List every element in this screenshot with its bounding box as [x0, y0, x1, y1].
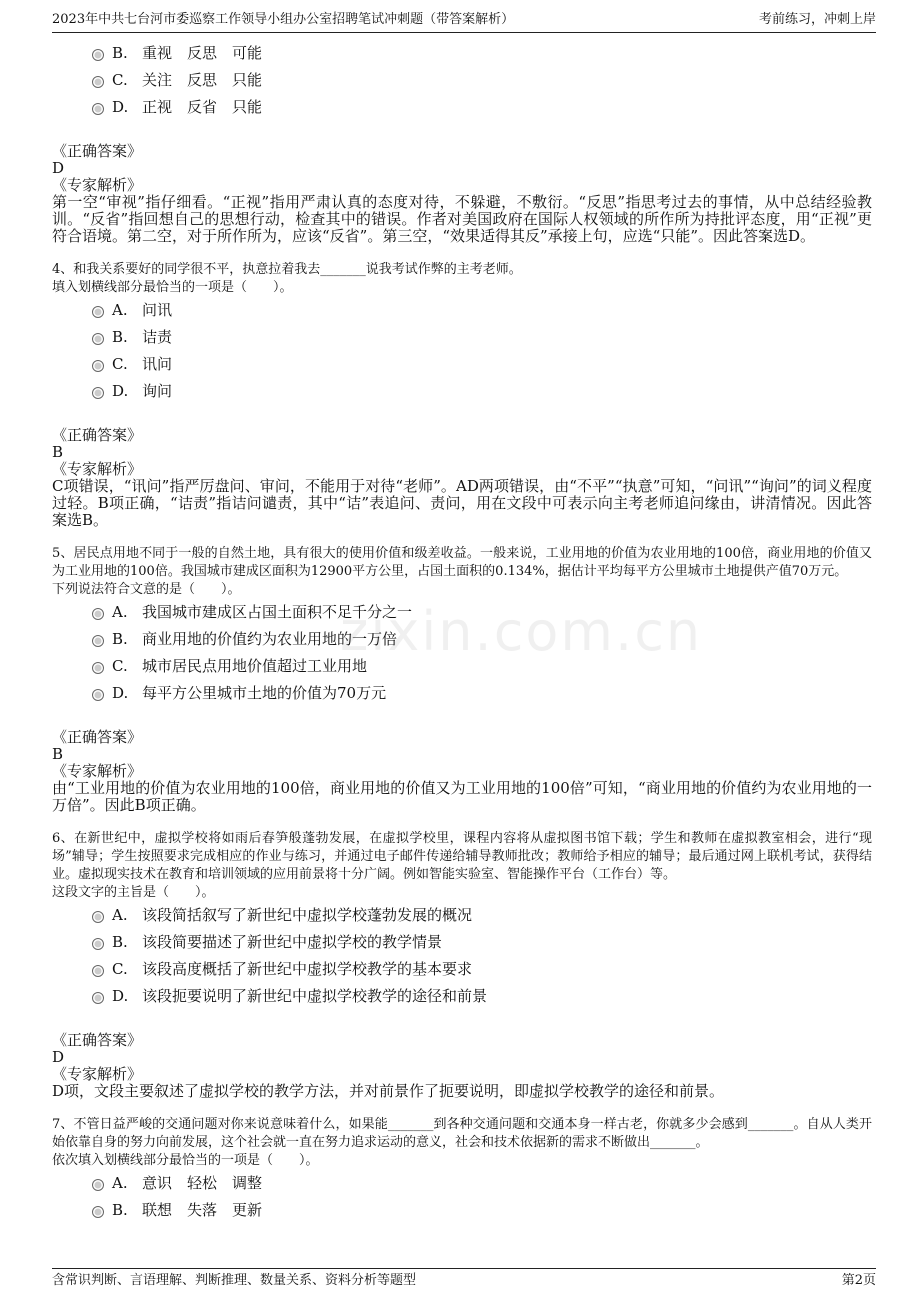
- q5-stem: 5、居民点用地不同于一般的自然土地，具有很大的使用价值和级差收益。一般来说，工业用地的价值为农业用地的100倍，商业用地的价值又为工业用地的100倍。我国城市建成区面积为12900平方公里，占国土面积的0.134%，据估计平均每平方公里城市土地提供产值70万元。: [52, 546, 872, 579]
- q6-explanation: D项，文段主要叙述了虚拟学校的教学方法，并对前景作了扼要说明，即虚拟学校教学的途径和前景。: [52, 1082, 725, 1100]
- q6-options: [92, 902, 872, 1010]
- q6-answer: D: [52, 1048, 65, 1066]
- radio-icon[interactable]: [92, 608, 104, 620]
- radio-icon[interactable]: [92, 635, 104, 647]
- explanation-label: 《专家解析》: [52, 176, 143, 194]
- answer-label: 《正确答案》: [52, 1031, 143, 1049]
- q5-prompt: 下列说法符合文意的是（ ）。: [52, 582, 241, 597]
- radio-icon[interactable]: [92, 938, 104, 950]
- q3-explanation: 第一空“审视”指仔细看。“正视”指用严肃认真的态度对待，不躲避，不敷衍。“反思”指思考过去的事情，从中总结经验教训。“反省”指回想自己的思想行动，检查其中的错误。作者对美国政府在国际人权领域的所作所为持批评态度，用“正视”更符合语境。第二空，对于所作所为，应该“反省”。第三空，“效果适得其反”承接上句，应选“只能”。因此答案选D。: [52, 193, 872, 245]
- q4-option-c[interactable]: C. 讯问: [92, 351, 872, 378]
- page-content: [52, 40, 872, 1224]
- radio-icon[interactable]: [92, 387, 104, 399]
- q3-answer: D: [52, 159, 65, 177]
- radio-icon[interactable]: [92, 49, 104, 61]
- q5-option-c[interactable]: C. 城市居民点用地价值超过工业用地: [92, 653, 872, 680]
- watermark: zixin.com.cn: [340, 600, 703, 663]
- q3-option-d[interactable]: D. 正视 反省 只能: [92, 94, 872, 121]
- answer-label: 《正确答案》: [52, 728, 143, 746]
- radio-icon[interactable]: [92, 992, 104, 1004]
- q4-option-a[interactable]: A. 问讯: [92, 297, 872, 324]
- radio-icon[interactable]: [92, 911, 104, 923]
- radio-icon[interactable]: [92, 965, 104, 977]
- header-slogan: 考前练习，冲刺上岸: [758, 12, 876, 27]
- answer-label: 《正确答案》: [52, 426, 143, 444]
- radio-icon[interactable]: [92, 103, 104, 115]
- q3-option-c[interactable]: C. 关注 反思 只能: [92, 67, 872, 94]
- q5-option-d[interactable]: D. 每平方公里城市土地的价值为70万元: [92, 680, 872, 707]
- q5-answer: B: [52, 745, 64, 763]
- q7-option-b[interactable]: B. 联想 失落 更新: [92, 1197, 872, 1224]
- q3-options: [92, 40, 872, 121]
- q4-option-d[interactable]: D. 询问: [92, 378, 872, 405]
- explanation-label: 《专家解析》: [52, 1065, 143, 1083]
- q4-explanation: C项错误，“讯问”指严厉盘问、审问，不能用于对待“老师”。AD两项错误，由“不平”“执意”可知，“问讯”“询问”的词义程度过轻。B项正确，“诘责”指诘问谴责，其中“诘”表追问、责问，用在文段中可表示向主考老师追问缘由，讲清情况。因此答案选B。: [52, 477, 872, 529]
- q6-stem: 6、在新世纪中，虚拟学校将如雨后春笋般蓬勃发展，在虚拟学校里，课程内容将从虚拟图书馆下载；学生和教师在虚拟教室相会，进行“现场”辅导；学生按照要求完成相应的作业与练习，并通过电子邮件传递给辅导教师批改；教师给予相应的辅导；最后通过网上联机考试，获得结业。虚拟现实技术在教育和培训领域的应用前景将十分广阔。例如智能实验室、智能操作平台（工作台）等。: [52, 831, 872, 882]
- q6-prompt: 这段文字的主旨是（ ）。: [52, 885, 215, 900]
- page-header: [52, 8, 876, 33]
- q4-stem: 4、和我关系要好的同学很不平，执意拉着我去_______说我考试作弊的主考老师。: [52, 262, 522, 277]
- q7-prompt: 依次填入划横线部分最恰当的一项是（ ）。: [52, 1153, 319, 1168]
- radio-icon[interactable]: [92, 306, 104, 318]
- q6-option-b[interactable]: B. 该段简要描述了新世纪中虚拟学校的教学情景: [92, 929, 872, 956]
- explanation-label: 《专家解析》: [52, 762, 143, 780]
- page-number: 第2页: [841, 1273, 876, 1288]
- document-title: 2023年中共七台河市委巡察工作领导小组办公室招聘笔试冲刺题（带答案解析）: [52, 12, 515, 27]
- radio-icon[interactable]: [92, 662, 104, 674]
- q5-options: [92, 599, 872, 707]
- radio-icon[interactable]: [92, 333, 104, 345]
- radio-icon[interactable]: [92, 360, 104, 372]
- footer-note: 含常识判断、言语理解、判断推理、数量关系、资料分析等题型: [52, 1273, 417, 1288]
- q5-option-a[interactable]: A. 我国城市建成区占国土面积不足千分之一: [92, 599, 872, 626]
- q4-answer: B: [52, 443, 64, 461]
- q4-options: [92, 297, 872, 405]
- q6-option-d[interactable]: D. 该段扼要说明了新世纪中虚拟学校教学的途径和前景: [92, 983, 872, 1010]
- page-footer: [52, 1268, 876, 1293]
- radio-icon[interactable]: [92, 1206, 104, 1218]
- q4-prompt: 填入划横线部分最恰当的一项是（ ）。: [52, 280, 293, 295]
- radio-icon[interactable]: [92, 1179, 104, 1191]
- q7-option-a[interactable]: A. 意识 轻松 调整: [92, 1170, 872, 1197]
- radio-icon[interactable]: [92, 76, 104, 88]
- q6-option-c[interactable]: C. 该段高度概括了新世纪中虚拟学校教学的基本要求: [92, 956, 872, 983]
- explanation-label: 《专家解析》: [52, 460, 143, 478]
- q3-option-b[interactable]: B. 重视 反思 可能: [92, 40, 872, 67]
- radio-icon[interactable]: [92, 689, 104, 701]
- q5-option-b[interactable]: B. 商业用地的价值约为农业用地的一万倍: [92, 626, 872, 653]
- q7-options: [92, 1170, 872, 1224]
- q4-option-b[interactable]: B. 诘责: [92, 324, 872, 351]
- answer-label: 《正确答案》: [52, 142, 143, 160]
- q6-option-a[interactable]: A. 该段简括叙写了新世纪中虚拟学校蓬勃发展的概况: [92, 902, 872, 929]
- q7-stem: 7、不管日益严峻的交通问题对你来说意味着什么，如果能_______到各种交通问题和交通本身一样古老，你就多少会感到_______。自从人类开始依靠自身的努力向前发展，这个社会就一直在努力追求运动的意义，社会和技术依据新的需求不断做出_______。: [52, 1117, 872, 1150]
- q5-explanation: 由“工业用地的价值为农业用地的100倍，商业用地的价值又为工业用地的100倍”可知，“商业用地的价值约为农业用地的一万倍”。因此B项正确。: [52, 779, 872, 814]
